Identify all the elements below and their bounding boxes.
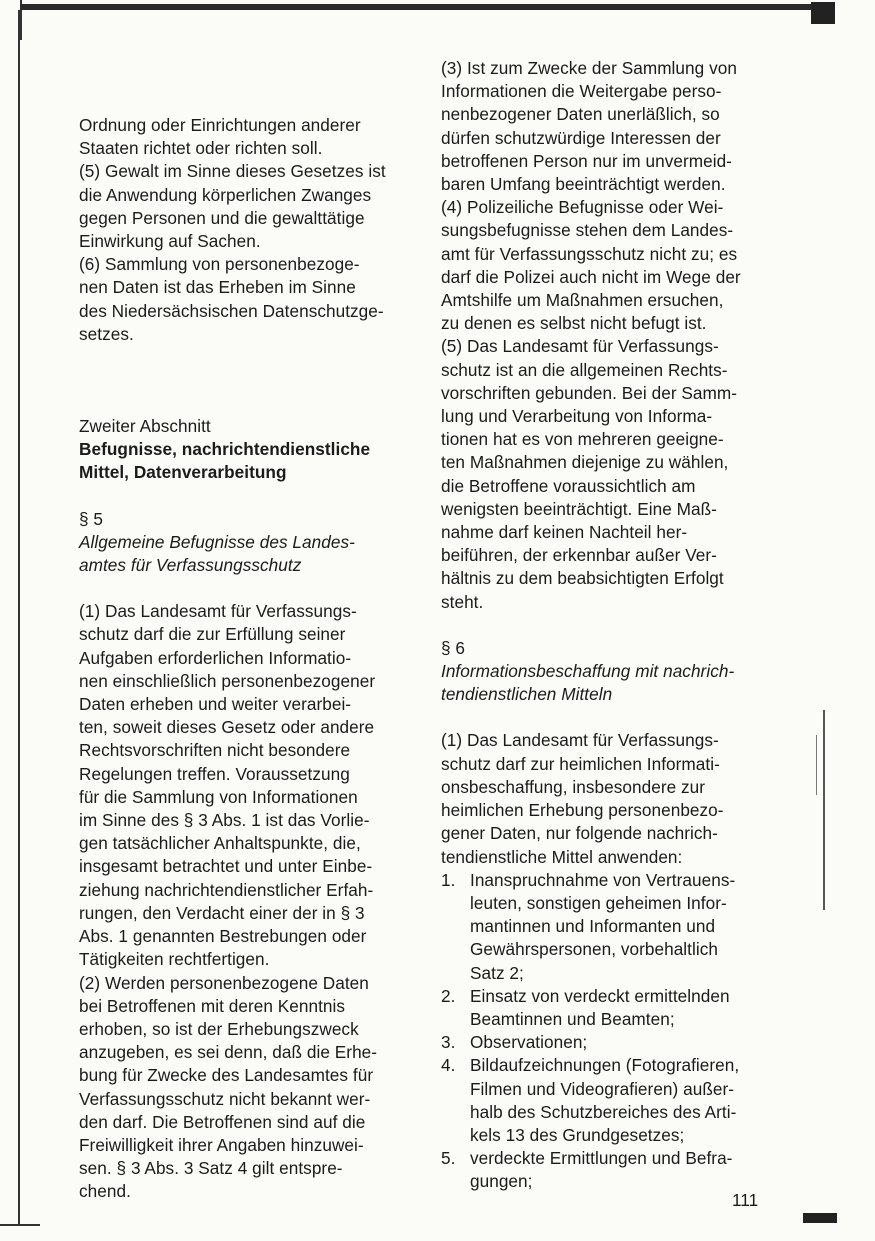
text-line: Ordnung oder Einrichtungen anderer (79, 115, 361, 135)
text-line: steht. (441, 591, 484, 612)
text-line: betroffenen Person nur im unvermeid- (441, 150, 732, 171)
text-line: erhoben, so ist der Erhebungszweck (79, 1018, 359, 1039)
paragraph-number: § 6 (441, 637, 466, 658)
text-line: vorschriften gebunden. Bei der Samm- (441, 382, 738, 403)
text-line: Inanspruchnahme von Vertrauens- (470, 869, 736, 890)
text-line: tendienstliche Mittel anwenden: (441, 846, 683, 867)
list-item-number: 1. (441, 869, 456, 890)
paragraph-title-line: Allgemeine Befugnisse des Landes- (79, 531, 355, 552)
text-line: die Betroffene voraussichtlich am (441, 475, 696, 496)
text-line: gegen Personen und die gewalttätige (79, 207, 365, 228)
section-label: Zweiter Abschnitt (79, 416, 211, 437)
scan-artifact (823, 710, 825, 910)
paragraph-title-line: tendienstlichen Mitteln (441, 684, 613, 705)
list-item-number: 3. (441, 1032, 456, 1053)
text-line: onsbeschaffung, insbesondere zur (441, 776, 706, 797)
text-line: schutz darf die zur Erfüllung seiner (79, 624, 346, 645)
scan-artifact (816, 735, 817, 795)
text-line: Einwirkung auf Sachen. (79, 231, 261, 252)
list-item (441, 1054, 766, 1147)
paragraph-5-continued (441, 57, 766, 614)
text-line: Rechtsvorschriften nicht besondere (79, 740, 351, 761)
text-line: tionen hat es von mehreren geeigne- (441, 429, 724, 450)
list-item (441, 1147, 766, 1193)
paragraph-6-body (441, 729, 766, 868)
text-line: setzes. (79, 323, 134, 344)
text-line: Satz 2; (470, 962, 524, 983)
scan-artifact (0, 1224, 40, 1226)
text-line: für die Sammlung von Informationen (79, 786, 358, 807)
paragraph-6-heading (441, 637, 766, 707)
paragraph-5-heading (79, 508, 409, 578)
measures-list (441, 869, 766, 1194)
text-line: Amtshilfe um Maßnahmen ersuchen, (441, 290, 724, 311)
list-item (441, 1031, 766, 1054)
text-line: Staaten richtet oder richten soll. (79, 138, 323, 159)
text-line: lung und Verarbeitung von Informa- (441, 406, 713, 427)
text-line: Filmen und Videografieren) außer- (470, 1078, 735, 1099)
text-line: (4) Polizeiliche Befugnisse oder Wei- (441, 197, 724, 218)
text-line: heimlichen Erhebung personenbezo- (441, 800, 724, 821)
text-line: baren Umfang beeinträchtigt werden. (441, 174, 726, 195)
text-line: Observationen; (470, 1032, 588, 1053)
paragraph-5-body (79, 600, 409, 1203)
text-line: anzugeben, es sei denn, daß die Erhe- (79, 1042, 378, 1063)
text-line: gungen; (470, 1171, 533, 1192)
scan-artifact (803, 1213, 837, 1223)
text-line: hältnis zu dem beabsichtigten Erfolgt (441, 568, 724, 589)
text-line: wenigsten beeinträchtigt. Eine Maß- (441, 498, 717, 519)
text-line: chend. (79, 1181, 131, 1202)
text-line: leuten, sonstigen geheimen Infor- (470, 892, 727, 913)
text-line: halb des Schutzbereiches des Arti- (470, 1101, 737, 1122)
text-line: (3) Ist zum Zwecke der Sammlung von (441, 58, 737, 78)
text-line: (6) Sammlung von personenbezoge- (79, 254, 360, 275)
text-line: den darf. Die Betroffenen sind auf die (79, 1111, 366, 1132)
text-line: (1) Das Landesamt für Verfassungs- (79, 601, 357, 622)
text-line: kels 13 des Grundgesetzes; (470, 1124, 685, 1145)
text-line: nenbezogener Daten unerläßlich, so (441, 104, 720, 125)
text-line: verdeckte Ermittlungen und Befra- (470, 1148, 733, 1169)
text-line: Regelungen treffen. Voraussetzung (79, 763, 350, 784)
page-number: 111 (732, 1190, 759, 1210)
text-line: ten Maßnahmen diejenige zu wählen, (441, 452, 729, 473)
text-line: Abs. 1 genannten Bestrebungen oder (79, 926, 367, 947)
text-line: des Niedersächsischen Datenschutzge- (79, 300, 384, 321)
list-item-number: 4. (441, 1055, 456, 1076)
list-item-number: 2. (441, 985, 456, 1006)
intro-text (79, 114, 409, 346)
text-line: Gewährspersonen, vorbehaltlich (470, 939, 718, 960)
text-line: Einsatz von verdeckt ermittelnden (470, 985, 730, 1006)
text-line: ten, soweit dieses Gesetz oder andere (79, 717, 375, 738)
scan-artifact (811, 2, 835, 24)
text-line: beiführen, der erkennbar außer Ver- (441, 545, 717, 566)
list-item-number: 5. (441, 1148, 456, 1169)
text-line: ziehung nachrichtendienstlicher Erfah- (79, 879, 374, 900)
text-line: darf die Polizei auch nicht im Wege der (441, 266, 741, 287)
text-line: mantinnen und Informanten und (470, 916, 716, 937)
list-item (441, 869, 766, 985)
text-line: zu denen es selbst nicht befugt ist. (441, 313, 707, 334)
left-column (79, 114, 409, 1204)
text-line: (5) Das Landesamt für Verfassungs- (441, 336, 719, 357)
text-line: dürfen schutzwürdige Interessen der (441, 127, 721, 148)
text-line: Tätigkeiten rechtfertigen. (79, 949, 270, 970)
text-line: (5) Gewalt im Sinne dieses Gesetzes ist (79, 161, 386, 182)
list-item (441, 985, 766, 1031)
text-line: schutz darf zur heimlichen Informati- (441, 753, 720, 774)
text-line: Aufgaben erforderlichen Informatio- (79, 647, 352, 668)
text-line: insgesamt betrachtet und unter Einbe- (79, 856, 373, 877)
text-line: sen. § 3 Abs. 3 Satz 4 gilt entspre- (79, 1158, 343, 1179)
right-column (441, 57, 766, 1194)
paragraph-title-line: amtes für Verfassungsschutz (79, 555, 302, 576)
text-line: nen Daten ist das Erheben im Sinne (79, 277, 356, 298)
text-line: Daten erheben und weiter verarbei- (79, 694, 352, 715)
text-line: schutz ist an die allgemeinen Rechts- (441, 359, 728, 380)
text-line: rungen, den Verdacht einer der in § 3 (79, 902, 365, 923)
text-line: Verfassungsschutz nicht bekannt wer- (79, 1088, 371, 1109)
text-line: sungsbefugnisse stehen dem Landes- (441, 220, 734, 241)
text-line: im Sinne des § 3 Abs. 1 ist das Vorlie- (79, 810, 370, 831)
text-line: (1) Das Landesamt für Verfassungs- (441, 730, 719, 751)
text-line: Bildaufzeichnungen (Fotografieren, (470, 1055, 740, 1076)
text-line: nahme darf keinen Nachteil her- (441, 522, 688, 543)
text-line: bei Betroffenen mit deren Kenntnis (79, 995, 346, 1016)
paragraph-title-line: Informationsbeschaffung mit nachrich- (441, 661, 735, 682)
text-line: (2) Werden personenbezogene Daten (79, 972, 369, 993)
text-line: nen einschließlich personenbezogener (79, 670, 376, 691)
scan-artifact (20, 4, 820, 10)
text-line: Beamtinnen und Beamten; (470, 1008, 675, 1029)
text-line: Informationen die Weitergabe perso- (441, 81, 722, 102)
text-line: bung für Zwecke des Landesamtes für (79, 1065, 374, 1086)
section-title-line: Mittel, Datenverarbeitung (79, 462, 287, 483)
text-line: gen tatsächlicher Anhaltspunkte, die, (79, 833, 361, 854)
section-heading (79, 415, 409, 485)
section-title-line: Befugnisse, nachrichtendienstliche (79, 439, 371, 460)
text-line: Freiwilligkeit ihrer Angaben hinzuwei- (79, 1134, 364, 1155)
paragraph-number: § 5 (79, 508, 104, 529)
text-line: gener Daten, nur folgende nachrich- (441, 823, 718, 844)
text-line: amt für Verfassungsschutz nicht zu; es (441, 243, 738, 264)
text-line: die Anwendung körperlichen Zwanges (79, 184, 372, 205)
scan-artifact (18, 10, 20, 1225)
